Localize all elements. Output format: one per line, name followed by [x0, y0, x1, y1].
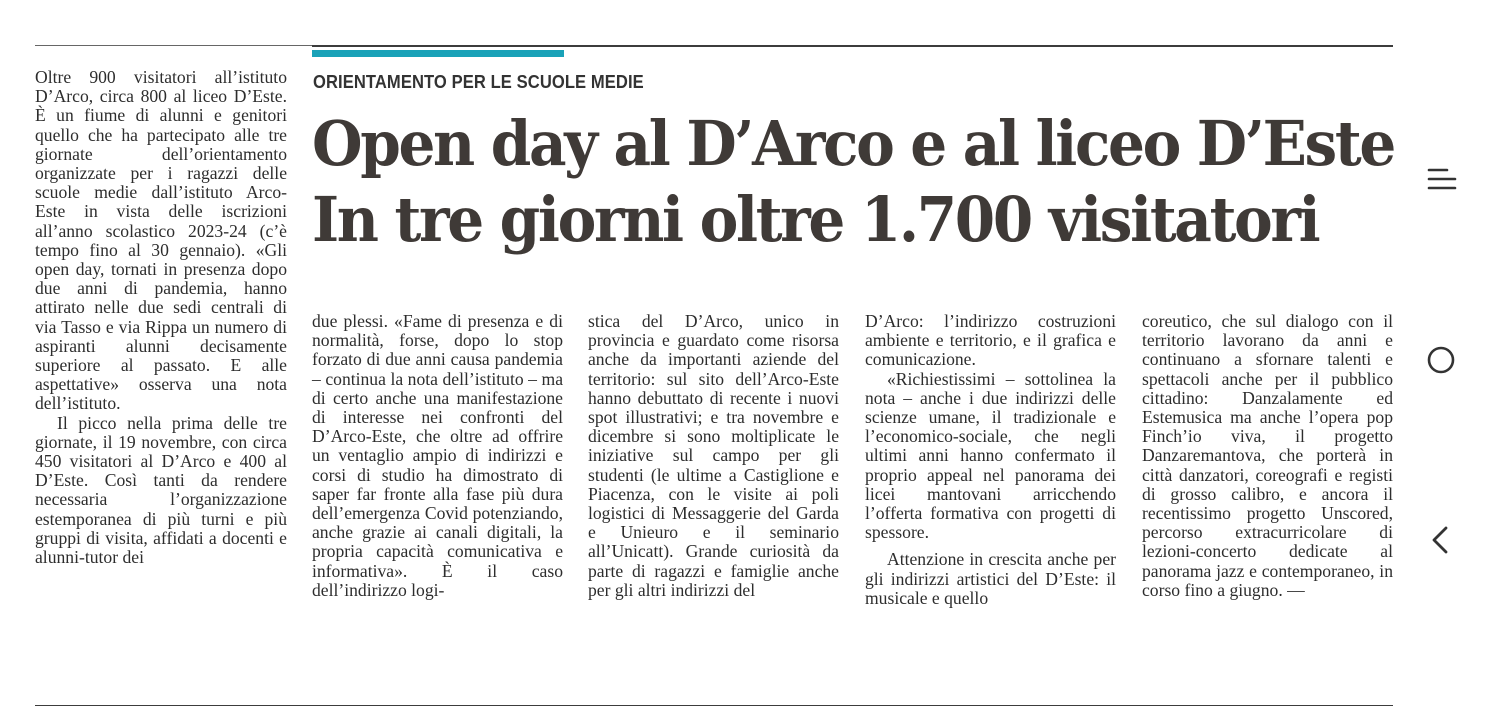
paragraph: Il picco nella prima delle tre giornate, il 19 novembre, con circa 450 visitatori al D’Arco e 400 al D’Este. Così tanti da rendere necessaria l’organizzazione estemporanea di più turni e più gruppi di visita, affidati a docenti e alunni-tutor dei	[35, 412, 287, 568]
paragraph: due plessi. «Fame di presenza e di normalità, forse, dopo lo stop forzato di due anni causa pandemia – continua la nota dell’istituto – ma di certo anche una manifestazione di interesse nei confronti del D’Arco-Este, che oltre ad offrire un ventaglio ampio di indirizzi e corsi di studio ha dimostrato di saper far fronte alla fase più dura dell’emergenza Covid potenziando, anche grazie ai canali digitali, la propria capacità comunicativa e informativa». È il caso dell’indirizzo logi-	[312, 311, 563, 600]
viewer-toolbar	[1400, 0, 1489, 720]
article-column-3	[588, 312, 839, 600]
paragraph: D’Arco: l’indirizzo costruzioni ambiente e territorio, e il grafica e comunicazione.	[865, 311, 1116, 370]
headline-line-1: Open day al D’Arco e al liceo D’Este	[312, 107, 1394, 180]
article-column-4	[865, 312, 1116, 608]
article-column-2	[312, 312, 563, 600]
paragraph: coreutico, che sul dialogo con il territorio lavorano da anni e continuano a sfornare talenti e spettacoli anche per il pubblico cittadino: Danzalamente ed Estemusica ma anche l’opera pop Finch’io viva, il progetto Danzaremantova, che porterà in città danzatori, coreografi e registi di grosso calibro, e ancora il recentissimo progetto Unscored, percorso extracurricolare di lezioni-concerto dedicate al panorama jazz e contemporaneo, in corso fino a giugno. —	[1142, 311, 1393, 600]
top-rule	[312, 45, 1393, 47]
paragraph: Attenzione in crescita anche per gli indirizzi artistici del D’Este: il musicale e quello	[865, 549, 1116, 608]
menu-icon	[1422, 160, 1462, 200]
back-chevron-icon	[1422, 520, 1462, 560]
article-column-1	[35, 68, 287, 567]
headline	[312, 106, 1468, 258]
home-circle-icon	[1422, 340, 1462, 380]
section-accent-bar	[312, 50, 564, 57]
home-button[interactable]	[1422, 340, 1462, 380]
back-button[interactable]	[1422, 520, 1462, 560]
article-column-5	[1142, 312, 1393, 600]
menu-button[interactable]	[1422, 160, 1462, 200]
section-kicker: ORIENTAMENTO PER LE SCUOLE MEDIE	[313, 72, 644, 92]
headline-line-2: In tre giorni oltre 1.700 visitatori	[312, 183, 1319, 256]
bottom-rule	[35, 705, 1393, 706]
paragraph: Oltre 900 visitatori all’istituto D’Arco, circa 800 al liceo D’Este. È un fiume di alunni e genitori quello che ha partecipato alle tre giornate dell’orientamento organizzate per i ragazzi delle scuole medie dall’istituto Arco-Este in vista delle iscrizioni all’anno scolastico 2023-24 (c’è tempo fino al 30 gennaio). «Gli open day, tornati in presenza dopo due anni di pandemia, hanno attirato nelle due sedi centrali di via Tasso e via Rippa un numero di aspiranti alunni decisamente superiore al passato. E alle aspettative» osserva una nota dell’istituto.	[35, 67, 287, 414]
paragraph: stica del D’Arco, unico in provincia e guardato come risorsa anche da importanti aziende del territorio: sul sito dell’Arco-Este hanno debuttato di recente i nuovi spot illustrativi; e tra novembre e dicembre si sono moltiplicate le iniziative sul campo per gli studenti (le ultime a Castiglione e Piacenza, con le visite ai poli logistici di Messaggerie del Garda e Unieuro e il seminario all’Unicatt). Grande curiosità da parte di ragazzi e famiglie anche per gli altri indirizzi del	[588, 311, 839, 600]
paragraph: «Richiestissimi – sottolinea la nota – anche i due indirizzi delle scienze umane, il tradizionale e l’economico-sociale, che negli ultimi anni hanno confermato il proprio appeal nel panorama dei licei mantovani arricchendo l’offerta formativa con progetti di spessore.	[865, 368, 1116, 543]
